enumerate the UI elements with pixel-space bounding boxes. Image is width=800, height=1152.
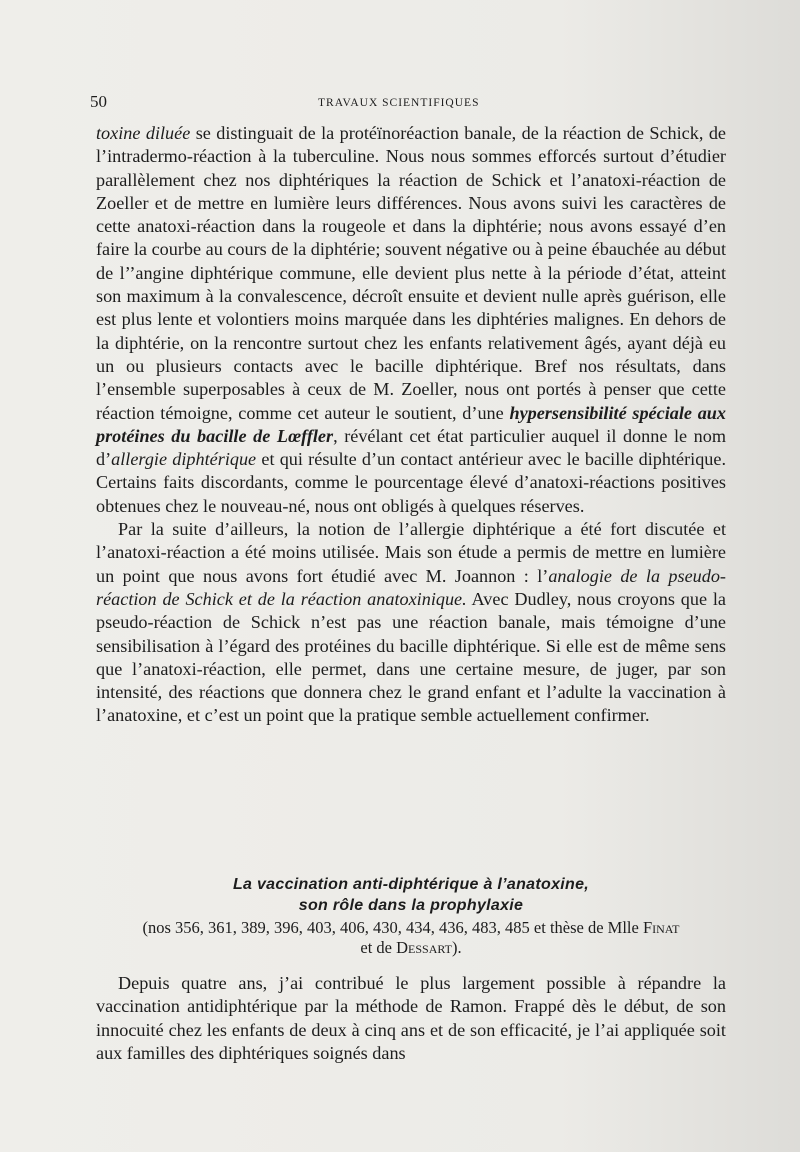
section-body xyxy=(96,972,726,1066)
italic-text: allergie diphtérique xyxy=(111,449,257,470)
references-line-2 xyxy=(96,938,726,958)
italic-text: analogie de la pseudo-réaction de Schick et de la réaction anatoxinique. xyxy=(96,565,726,609)
section-references xyxy=(96,918,726,958)
section-title xyxy=(96,874,726,916)
references-text: ). xyxy=(451,938,462,957)
main-text xyxy=(96,122,726,728)
paragraph-text: se distinguait de la protéïnoréaction banale, de la réaction de Schick, de l’intradermo-réaction à la tuberculine. Nous nous sommes efforcés surtout d’étudier parallèlement chez nos diphtériques la réaction de Schick et l’anatoxi-réaction de Zoeller et de mettre en lumière leurs différences. Nous avons suivi les caractères de cette anatoxi-réaction dans la rougeole et dans la diphtérie; nous avons essayé d’en faire la courbe au cours de la diphtérie; souvent négative ou à peine ébauchée au début de l’’angine diphtérique commune, elle devient plus nette à la période d’état, atteint son maximum à la convalescence, décroît ensuite et devient nulle après guérison, elle est plus lente et volontiers moins marquée dans les diphtéries malignes. En dehors de la diphtérie, on la rencontre surtout chez les enfants relativement âgés, ayant déjà eu un ou plusieurs contacts avec le bacille diphtérique. Bref nos résultats, dans l’ensemble superposables à ceux de M. Zoeller, nous ont portés à penser que cette réaction témoigne, comme cet auteur le soutient, d’une xyxy=(96,123,726,423)
section-title-line-2: son rôle dans la prophylaxie xyxy=(298,897,524,914)
author-name: Finat xyxy=(642,918,680,937)
references-text: (nos 356, 361, 389, 396, 403, 406, 430, 434, 436, 483, 485 et thèse de Mlle xyxy=(142,918,643,937)
paragraph-text: Avec Dudley, nous croyons que la pseudo-réaction de Schick n’est pas une réaction banale, mais témoigne d’une sensibilisation à l’égard des protéines du bacille diphtérique. Si elle est de même sens que l’anatoxi-réaction, elle permet, dans une certaine mesure, de juger, par son intensité, des réactions que donnera chez le grand enfant et l’adulte la vaccination à l’anatoxine, et c’est un point que la pratique semble actuellement confirmer. xyxy=(96,588,726,726)
paragraph-text: Par la suite d’ailleurs, la notion de l’allergie diphtérique a été fort discutée et l’anatoxi-réaction a été moins utilisée. Mais son étude a permis de mettre en lumière un point que nous avons fort étudié avec M. Joannon : l’ xyxy=(96,519,726,586)
paragraph-text: , révélant cet état particulier auquel il donne le nom d’ xyxy=(96,425,726,470)
paragraph-1 xyxy=(96,122,726,518)
references-line-1 xyxy=(96,918,726,938)
paragraph-3: Depuis quatre ans, j’ai contribué le plus largement possible à répandre la vaccination antidiphtérique par la méthode de Ramon. Frappé dès le début, de son innocuité chez les enfants de deux à cinq ans et de son efficacité, je l’ai appliquée soit aux familles des diphtériques soignés dans xyxy=(96,973,726,1064)
italic-text: toxine diluée xyxy=(96,123,191,143)
author-name: Dessart xyxy=(396,938,452,957)
references-text: et de xyxy=(360,938,397,957)
bold-italic-text: hypersensibilité spéciale aux protéines du bacille de Lœffler xyxy=(96,402,727,446)
running-head: TRAVAUX SCIENTIFIQUES xyxy=(318,97,480,109)
page-number: 50 xyxy=(90,92,107,111)
section-title-line-1: La vaccination anti-diphtérique à l’anatoxine, xyxy=(232,876,590,893)
paragraph-2 xyxy=(96,518,726,728)
paragraph-text: et qui résulte d’un contact antérieur avec le bacille diphtérique. Certains faits discordants, comme le pourcentage élevé d’anatoxi-réactions positives obtenues chez le nouveau-né, nous ont obligés à quelques réserves. xyxy=(96,449,727,516)
